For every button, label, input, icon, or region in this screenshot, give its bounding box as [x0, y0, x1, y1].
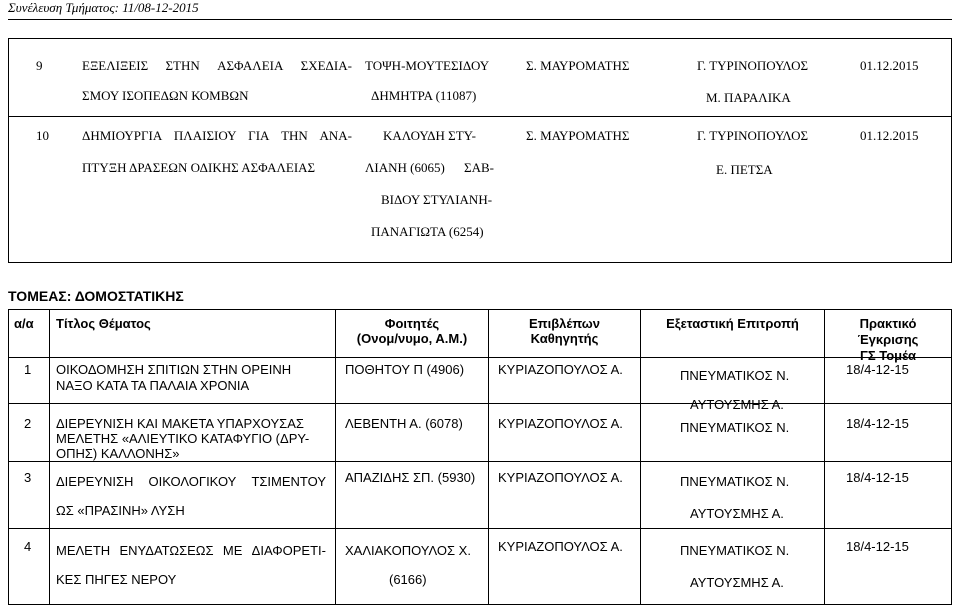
- top-table-border-right: [951, 38, 952, 263]
- thesis-title-line2: ΠΤΥΞΗ ΔΡΑΣΕΩΝ ΟΔΙΚΗΣ ΑΣΦΑΛΕΙΑΣ: [82, 160, 316, 175]
- student: ΠΟΘΗΤΟΥ Π (4906): [345, 362, 465, 377]
- table-col-rule: [8, 309, 9, 605]
- title-word: ΟΙΚΟΛΟΓΙΚΟΥ: [148, 474, 237, 489]
- col-header-approval-line1: Πρακτικό: [859, 316, 917, 331]
- title-word: ΑΣΦΑΛΕΙΑ: [217, 58, 284, 73]
- students-line1: ΚΑΛΟΥΔΗ ΣΤΥ-: [383, 128, 476, 143]
- title-word: ΕΞΕΛΙΞΕΙΣ: [82, 58, 149, 73]
- students-line1: ΤΟΨΗ-ΜΟΥΤΕΣΙΔΟΥ: [365, 58, 490, 73]
- top-table-rule-top: [8, 38, 952, 39]
- committee-line1: ΠΝΕΥΜΑΤΙΚΟΣ Ν.: [680, 368, 790, 383]
- col-header-approval-line3: ΓΣ Τομέα: [860, 348, 916, 363]
- table-rule: [8, 528, 952, 529]
- thesis-title-line1: [56, 474, 326, 489]
- students-line2-part: ΛΙΑΝΗ (6065): [365, 160, 445, 175]
- col-header-students: [336, 316, 488, 346]
- date: 18/4-12-15: [846, 362, 909, 377]
- student: ΛΕΒΕΝΤΗ Α. (6078): [345, 416, 463, 431]
- supervisor: ΚΥΡΙΑΖΟΠΟΥΛΟΣ Α.: [498, 470, 623, 485]
- thesis-title-line1: [82, 128, 352, 144]
- committee-line2: ΑΥΤΟΥΣΜΗΣ Α.: [690, 506, 784, 521]
- table-rule: [8, 461, 952, 462]
- col-header-num: α/α: [14, 316, 34, 331]
- title-word: ΔΙΕΡΕΥΝΙΣΗ: [56, 474, 134, 489]
- col-header-approval: [825, 316, 951, 364]
- supervisor: Σ. ΜΑΥΡΟΜΑΤΗΣ: [526, 128, 630, 143]
- top-table-rule-bottom: [8, 262, 952, 263]
- thesis-title-line2: ΣΜΟΥ ΙΣΟΠΕΔΩΝ ΚΟΜΒΩΝ: [82, 88, 249, 103]
- committee-line2: ΑΥΤΟΥΣΜΗΣ Α.: [690, 575, 784, 590]
- students-line2-part: ΣΑΒ-: [464, 160, 494, 175]
- table-col-rule: [49, 309, 50, 605]
- document-header: Συνέλευση Τμήματος: 11/08-12-2015: [8, 0, 199, 15]
- students-line2: ΔΗΜΗΤΡΑ (11087): [371, 88, 477, 103]
- section-title: ΤΟΜΕΑΣ: ΔΟΜΟΣΤΑΤΙΚΗΣ: [8, 288, 184, 304]
- table-col-rule: [335, 309, 336, 605]
- table-col-rule: [640, 309, 641, 605]
- table-rule: [8, 309, 952, 310]
- students-line4: ΠΑΝΑΓΙΩΤΑ (6254): [371, 224, 484, 239]
- committee-line1: ΠΝΕΥΜΑΤΙΚΟΣ Ν.: [680, 420, 790, 435]
- header-rule: [8, 19, 952, 20]
- row-number: 3: [24, 470, 32, 485]
- title-word: ΠΛΑΙΣΙΟΥ: [173, 128, 237, 143]
- table-rule: [8, 604, 952, 605]
- committee-line2: Ε. ΠΕΤΣΑ: [716, 162, 773, 177]
- committee-line2: Μ. ΠΑΡΑΛΙΚΑ: [706, 90, 791, 105]
- row-number: 4: [24, 539, 32, 554]
- committee-line2: ΑΥΤΟΥΣΜΗΣ Α.: [690, 397, 784, 412]
- students-line2: [365, 160, 494, 176]
- committee-line1: Γ. ΤΥΡΙΝΟΠΟΥΛΟΣ: [697, 58, 809, 73]
- title-word: ΣΧΕΔΙΑ-: [300, 58, 352, 73]
- student-line1: ΧΑΛΙΑΚΟΠΟΥΛΟΣ Χ.: [345, 543, 471, 558]
- col-header-approval-line2: Έγκρισης: [857, 332, 919, 347]
- supervisor: Σ. ΜΑΥΡΟΜΑΤΗΣ: [526, 58, 630, 73]
- row-number: 2: [24, 416, 32, 431]
- row-number: 10: [36, 128, 49, 143]
- col-header-students-line2: (Ονομ/νυμο, Α.Μ.): [356, 331, 468, 346]
- title-word: ΤΗΝ: [281, 128, 308, 143]
- col-header-supervisor-line2: Καθηγητής: [530, 331, 599, 346]
- title-word: ΓΙΑ: [248, 128, 270, 143]
- date: 01.12.2015: [860, 58, 919, 73]
- thesis-title-line2: ΚΕΣ ΠΗΓΕΣ ΝΕΡΟΥ: [56, 572, 177, 587]
- col-header-title: Τίτλος Θέματος: [56, 316, 151, 331]
- title-word: ΑΝΑ-: [319, 128, 352, 143]
- committee-line1: Γ. ΤΥΡΙΝΟΠΟΥΛΟΣ: [697, 128, 809, 143]
- top-table-rule-mid: [8, 116, 952, 117]
- col-header-committee: Εξεταστική Επιτροπή: [666, 316, 799, 331]
- table-rule: [8, 403, 952, 404]
- table-rule: [8, 357, 952, 358]
- thesis-title-line2: ΩΣ «ΠΡΑΣΙΝΗ» ΛΥΣΗ: [56, 503, 185, 518]
- students-line3: ΒΙΔΟΥ ΣΤΥΛΙΑΝΗ-: [381, 192, 493, 207]
- supervisor: ΚΥΡΙΑΖΟΠΟΥΛΟΣ Α.: [498, 362, 623, 377]
- row-number: 9: [36, 58, 43, 73]
- supervisor: ΚΥΡΙΑΖΟΠΟΥΛΟΣ Α.: [498, 416, 623, 431]
- thesis-title-line2: ΜΕΛΕΤΗΣ «ΑΛΙΕΥΤΙΚΟ ΚΑΤΑΦΥΓΙΟ (ΔΡΥ-: [56, 431, 310, 446]
- title-word: ΕΝΥΔΑΤΩΣΕΩΣ: [119, 543, 214, 558]
- thesis-title-line1: ΟΙΚΟΔΟΜΗΣΗ ΣΠΙΤΙΩΝ ΣΤΗΝ ΟΡΕΙΝΗ: [56, 362, 292, 377]
- thesis-title-line2: ΝΑΞΟ ΚΑΤΑ ΤΑ ΠΑΛΑΙΑ ΧΡΟΝΙΑ: [56, 378, 250, 393]
- title-word: ΔΙΑΦΟΡΕΤΙ-: [251, 543, 326, 558]
- row-number: 1: [24, 362, 32, 377]
- thesis-title-line1: [56, 543, 326, 558]
- date: 01.12.2015: [860, 128, 919, 143]
- col-header-supervisor: [489, 316, 640, 346]
- date: 18/4-12-15: [846, 470, 909, 485]
- thesis-title-line1: ΔΙΕΡΕΥΝΙΣΗ ΚΑΙ ΜΑΚΕΤΑ ΥΠΑΡΧΟΥΣΑΣ: [56, 416, 304, 431]
- top-table-border-left: [8, 38, 9, 263]
- title-word: ΜΕΛΕΤΗ: [56, 543, 111, 558]
- title-word: ΜΕ: [222, 543, 243, 558]
- supervisor: ΚΥΡΙΑΖΟΠΟΥΛΟΣ Α.: [498, 539, 623, 554]
- table-col-rule: [488, 309, 489, 605]
- thesis-title-line1: [82, 58, 352, 74]
- title-word: ΤΣΙΜΕΝΤΟΥ: [251, 474, 326, 489]
- table-col-rule: [951, 309, 952, 605]
- thesis-title-line3: ΟΠΗΣ) ΚΑΛΛΟΝΗΣ»: [56, 446, 180, 461]
- col-header-students-line1: Φοιτητές: [384, 316, 440, 331]
- date: 18/4-12-15: [846, 539, 909, 554]
- committee-line1: ΠΝΕΥΜΑΤΙΚΟΣ Ν.: [680, 543, 790, 558]
- col-header-supervisor-line1: Επιβλέπων: [528, 316, 601, 331]
- student-line2: (6166): [389, 572, 427, 587]
- student: ΑΠΑΖΙΔΗΣ ΣΠ. (5930): [345, 470, 476, 485]
- date: 18/4-12-15: [846, 416, 909, 431]
- title-word: ΔΗΜΙΟΥΡΓΙΑ: [82, 128, 163, 143]
- title-word: ΣΤΗΝ: [165, 58, 200, 73]
- committee-line1: ΠΝΕΥΜΑΤΙΚΟΣ Ν.: [680, 474, 790, 489]
